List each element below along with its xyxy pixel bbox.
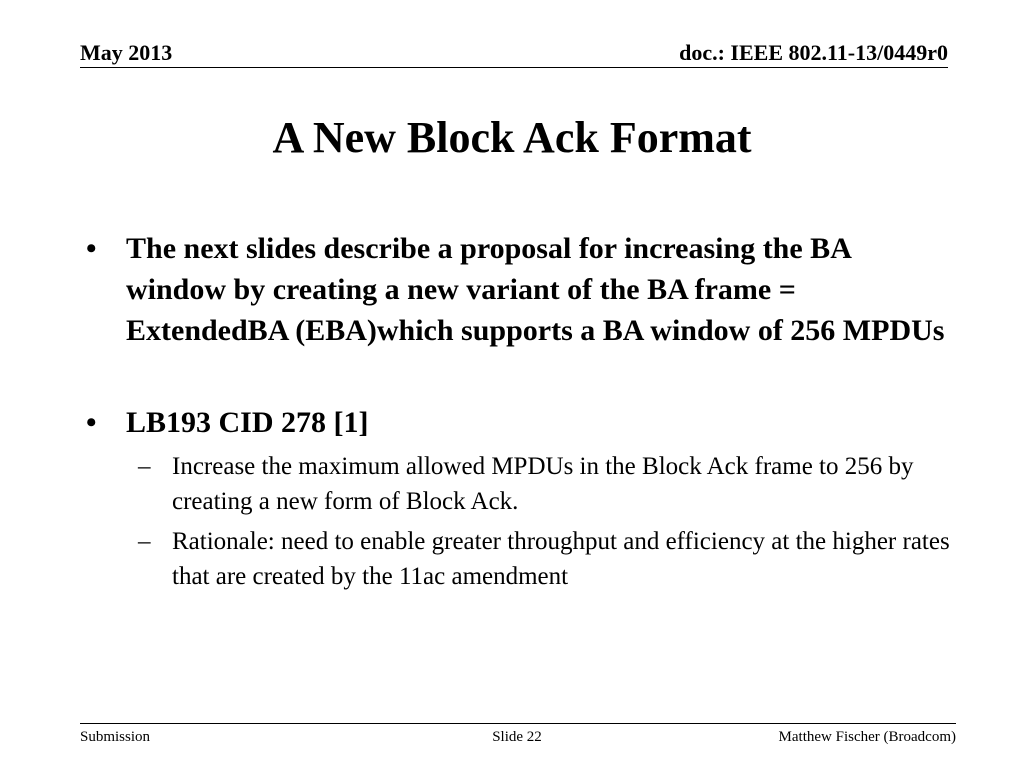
header-date: May 2013 [80, 40, 173, 65]
sub-bullet-item-rationale: Rationale: need to enable greater throughput and efficiency at the higher rates that are created by the 11ac amendment [172, 528, 950, 590]
slide-title: A New Block Ack Format [272, 113, 752, 162]
bullet-item-proposal: The next slides describe a proposal for increasing the BA window by creating a new variant of the BA frame = ExtendedBA (EBA)which supports a BA window of 256 MPDUs [126, 232, 945, 347]
footer-slide-number: Slide 22 [492, 729, 542, 745]
header-divider [80, 67, 948, 68]
footer-author: Matthew Fischer (Broadcom) [778, 729, 956, 745]
sub-bullet-marker: – [138, 528, 151, 555]
footer-submission: Submission [80, 729, 151, 745]
sub-bullet-marker: – [138, 453, 151, 480]
footer-divider [80, 723, 956, 724]
header-document-id: doc.: IEEE 802.11-13/0449r0 [679, 40, 948, 65]
bullet-marker: • [86, 232, 97, 265]
sub-bullet-item-increase: Increase the maximum allowed MPDUs in the Block Ack frame to 256 by creating a new form of Block Ack. [172, 453, 914, 515]
bullet-item-cid: LB193 CID 278 [1] [126, 406, 369, 439]
bullet-marker: • [86, 406, 97, 439]
